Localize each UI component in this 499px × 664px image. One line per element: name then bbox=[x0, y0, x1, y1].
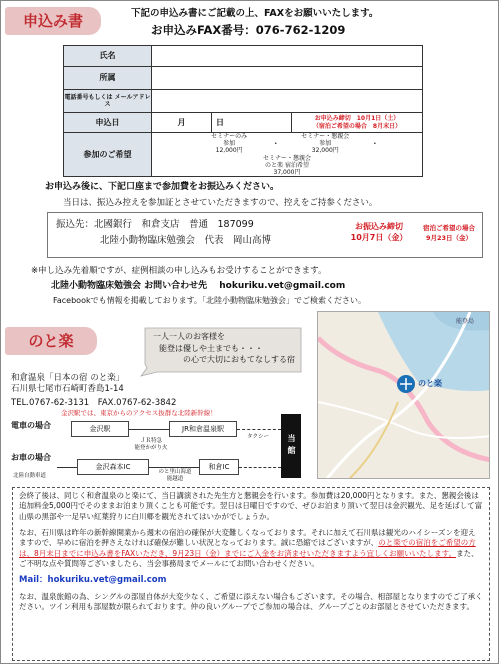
road-taxi-line bbox=[239, 467, 281, 468]
instruction-text: 下記の申込み書にご記載の上、FAXをお願いいたします。 bbox=[131, 8, 379, 19]
receipt-text: 当日は、振込み控えを参加証とさせていただきますので、控えをご持参ください。 bbox=[63, 198, 378, 208]
train-line bbox=[129, 429, 169, 430]
slogan-line3: の心で大切におもてなしする宿 bbox=[183, 355, 295, 365]
option-1-line2: 参加 bbox=[223, 140, 236, 148]
bank-line2: 北陸小動物臨床勉強会 代表 岡山高博 bbox=[100, 235, 272, 246]
option-separator: ・ bbox=[370, 138, 379, 148]
wakura-station: JR和倉温泉駅 bbox=[169, 421, 237, 437]
option-seminar-only[interactable] bbox=[192, 133, 266, 155]
bank-line1: 振込先：北國銀行 和倉支店 普通 187099 bbox=[56, 219, 254, 230]
name-field[interactable] bbox=[152, 46, 423, 67]
option-3-price: 37,000円 bbox=[273, 168, 301, 176]
slogan-bubble bbox=[139, 324, 307, 378]
option-seminar-party-stay[interactable] bbox=[242, 155, 332, 177]
slogan-line2: 能登は優しや土までも・・・ bbox=[159, 343, 263, 353]
train-via1: ＪＲ特急 bbox=[139, 438, 162, 444]
option-1-price: 12,000円 bbox=[215, 147, 243, 155]
application-ribbon-text: 申込み書 bbox=[22, 11, 83, 30]
affiliation-label: 所属 bbox=[64, 67, 152, 90]
stay-deadline-title: 宿泊ご希望の場合 bbox=[423, 224, 475, 232]
hotel-destination: 当館 bbox=[281, 414, 301, 478]
wish-options bbox=[152, 133, 423, 177]
option-1-line1: セミナーのみ bbox=[211, 133, 248, 140]
map-illustration bbox=[318, 312, 490, 479]
hotel-ribbon bbox=[5, 327, 97, 355]
option-3-line1: セミナー・懇親会 bbox=[262, 154, 311, 162]
map-place-label: 能登島 bbox=[456, 318, 475, 325]
road-line-2 bbox=[149, 467, 199, 468]
bank-info-box bbox=[47, 212, 483, 258]
info-paragraph-3: なお、温泉旅館の為、シングルの部屋自体が大変少なく、ご希望に添えない場合もございます。その場合、相部屋となりますのでご了承ください。ツイン利用も部屋数が限られております。仲の良いグループでご参加の場合は、グループごとのお部屋とさせていただきます。 bbox=[19, 592, 483, 612]
train-label: 電車の場合 bbox=[11, 421, 51, 430]
train-via bbox=[131, 438, 171, 451]
facebook-line: Facebookでも情報を掲載しております。「北陸小動物臨床勉強会」でご検索ください。 bbox=[53, 296, 366, 305]
option-2-price: 32,000円 bbox=[311, 147, 339, 155]
hotel-map[interactable] bbox=[317, 311, 490, 479]
contact-field[interactable] bbox=[152, 90, 423, 113]
slogan-line1: 一人一人のお客様を bbox=[153, 332, 225, 341]
option-2-line2: 参加 bbox=[319, 140, 332, 148]
date-label: 申込日 bbox=[64, 113, 152, 133]
deadline-note bbox=[292, 113, 423, 133]
info-mail[interactable]: Mail：hokuriku.vet@gmail.com bbox=[19, 575, 167, 586]
deadline-line2: （宿泊ご希望の場合 8月末日） bbox=[312, 122, 402, 130]
kanazawa-ic: 金沢森本IC bbox=[77, 459, 149, 475]
affiliation-field[interactable] bbox=[152, 67, 423, 90]
application-ribbon bbox=[5, 7, 101, 35]
hotel-info bbox=[11, 373, 176, 409]
info-p2c: のと楽での宿泊をご希望の方は、8月末日までに申込み書をFAXいただき、9月23日（金）までにご入金をお済ませいただきますよう宜しくお願いいたします。 bbox=[19, 538, 476, 558]
info-box bbox=[12, 487, 490, 661]
slogan-text bbox=[153, 331, 295, 366]
payment-deadline-date: 10月7日（金） bbox=[350, 233, 408, 243]
option-seminar-party[interactable] bbox=[285, 133, 365, 155]
road-start: 北陸自動車道 bbox=[13, 473, 47, 479]
info-p2a: なお、石川県は昨年の新幹線開業から週末の宿泊の確保が大変難しくなっております。それに加えて石川県は観光のハイシーズンを迎えますので、早めに宿泊を押さえなければ確保が難しい状況となっております。 bbox=[19, 528, 476, 548]
deadline-line1: お申込み締切 10月1日（土） bbox=[314, 115, 400, 123]
map-hotel-label: のと楽 bbox=[418, 379, 442, 388]
wakura-ic: 和倉IC bbox=[199, 459, 239, 475]
payment-after-text: お申込み後に、下記口座まで参加費をお振込みください。 bbox=[45, 182, 280, 192]
car-label: お車の場合 bbox=[11, 453, 51, 462]
contact-line: 北陸小動物臨床勉強会 お問い合わせ先 hokuriku.vet@gmail.com bbox=[51, 281, 346, 291]
stay-deadline-date: 9月23日（金） bbox=[425, 233, 473, 242]
hotel-name: 和倉温泉「日本の宿 のと楽」 bbox=[11, 373, 125, 383]
hotel-ribbon-text: のと楽 bbox=[28, 331, 74, 350]
info-paragraph-1: 会終了後は、同じく和倉温泉のと楽にて、当日講演された先生方と懇親会を行います。参加費は20,000円となります。また、懇親会後は追加料金5,000円でそのままお泊まり頂くことも可能です。翌日は日曜日ですので、ぜひお泊まり頂いて翌日は金沢観光、足を延ばして富山県の黒部や一足早い紅葉狩りに白川郷を観光されてはいかがでしょうか。 bbox=[19, 491, 483, 521]
train-via2: 能登かがり火 bbox=[134, 444, 168, 451]
contact-label: 電話番号もしくは メールアドレス bbox=[64, 90, 152, 113]
month-field[interactable]: 月 bbox=[152, 113, 212, 133]
info-p2d: また、ご不明な点や質問等ございましたら、当会事務局までメールにてお問い合わせください。 bbox=[19, 548, 479, 569]
access-note: 金沢駅では、東京からのアクセス抜群な北陸新幹線！ bbox=[61, 409, 217, 417]
taxi-line bbox=[237, 429, 281, 430]
name-label: 氏名 bbox=[64, 46, 152, 67]
option-2-line1: セミナー・懇親会 bbox=[301, 133, 350, 140]
payment-deadline bbox=[348, 221, 410, 243]
info-p2b: 誠に恐縮ではございますが、 bbox=[280, 538, 379, 548]
info-paragraph-2 bbox=[19, 528, 483, 569]
option-3-line2: のと楽 宿泊希望 bbox=[265, 161, 309, 169]
wish-label: 参加のご希望 bbox=[64, 133, 152, 177]
road-via bbox=[153, 469, 197, 482]
case-note: ※申し込み先着順ですが、症例相談の申し込みもお受けすることができます。 bbox=[31, 266, 327, 276]
fax-number: お申込みFAX番号：076-762-1209 bbox=[151, 23, 346, 37]
hotel-address: 石川県七尾市石崎町香島1-14 bbox=[11, 384, 124, 395]
application-form bbox=[63, 45, 423, 177]
road-via1: のと里山海道 bbox=[158, 469, 192, 475]
day-field[interactable]: 日 bbox=[212, 113, 292, 133]
hotel-tel: TEL.0767-62-3131 FAX.0767-62-3842 bbox=[11, 398, 177, 409]
road-line-1 bbox=[57, 467, 77, 468]
stay-deadline bbox=[416, 224, 482, 244]
road-via2: 能越道 bbox=[166, 475, 184, 482]
taxi-label: タクシー bbox=[247, 434, 270, 440]
kanazawa-station: 金沢駅 bbox=[71, 421, 129, 437]
option-separator: ・ bbox=[271, 138, 280, 148]
payment-deadline-title: お振込み締切 bbox=[355, 222, 403, 231]
